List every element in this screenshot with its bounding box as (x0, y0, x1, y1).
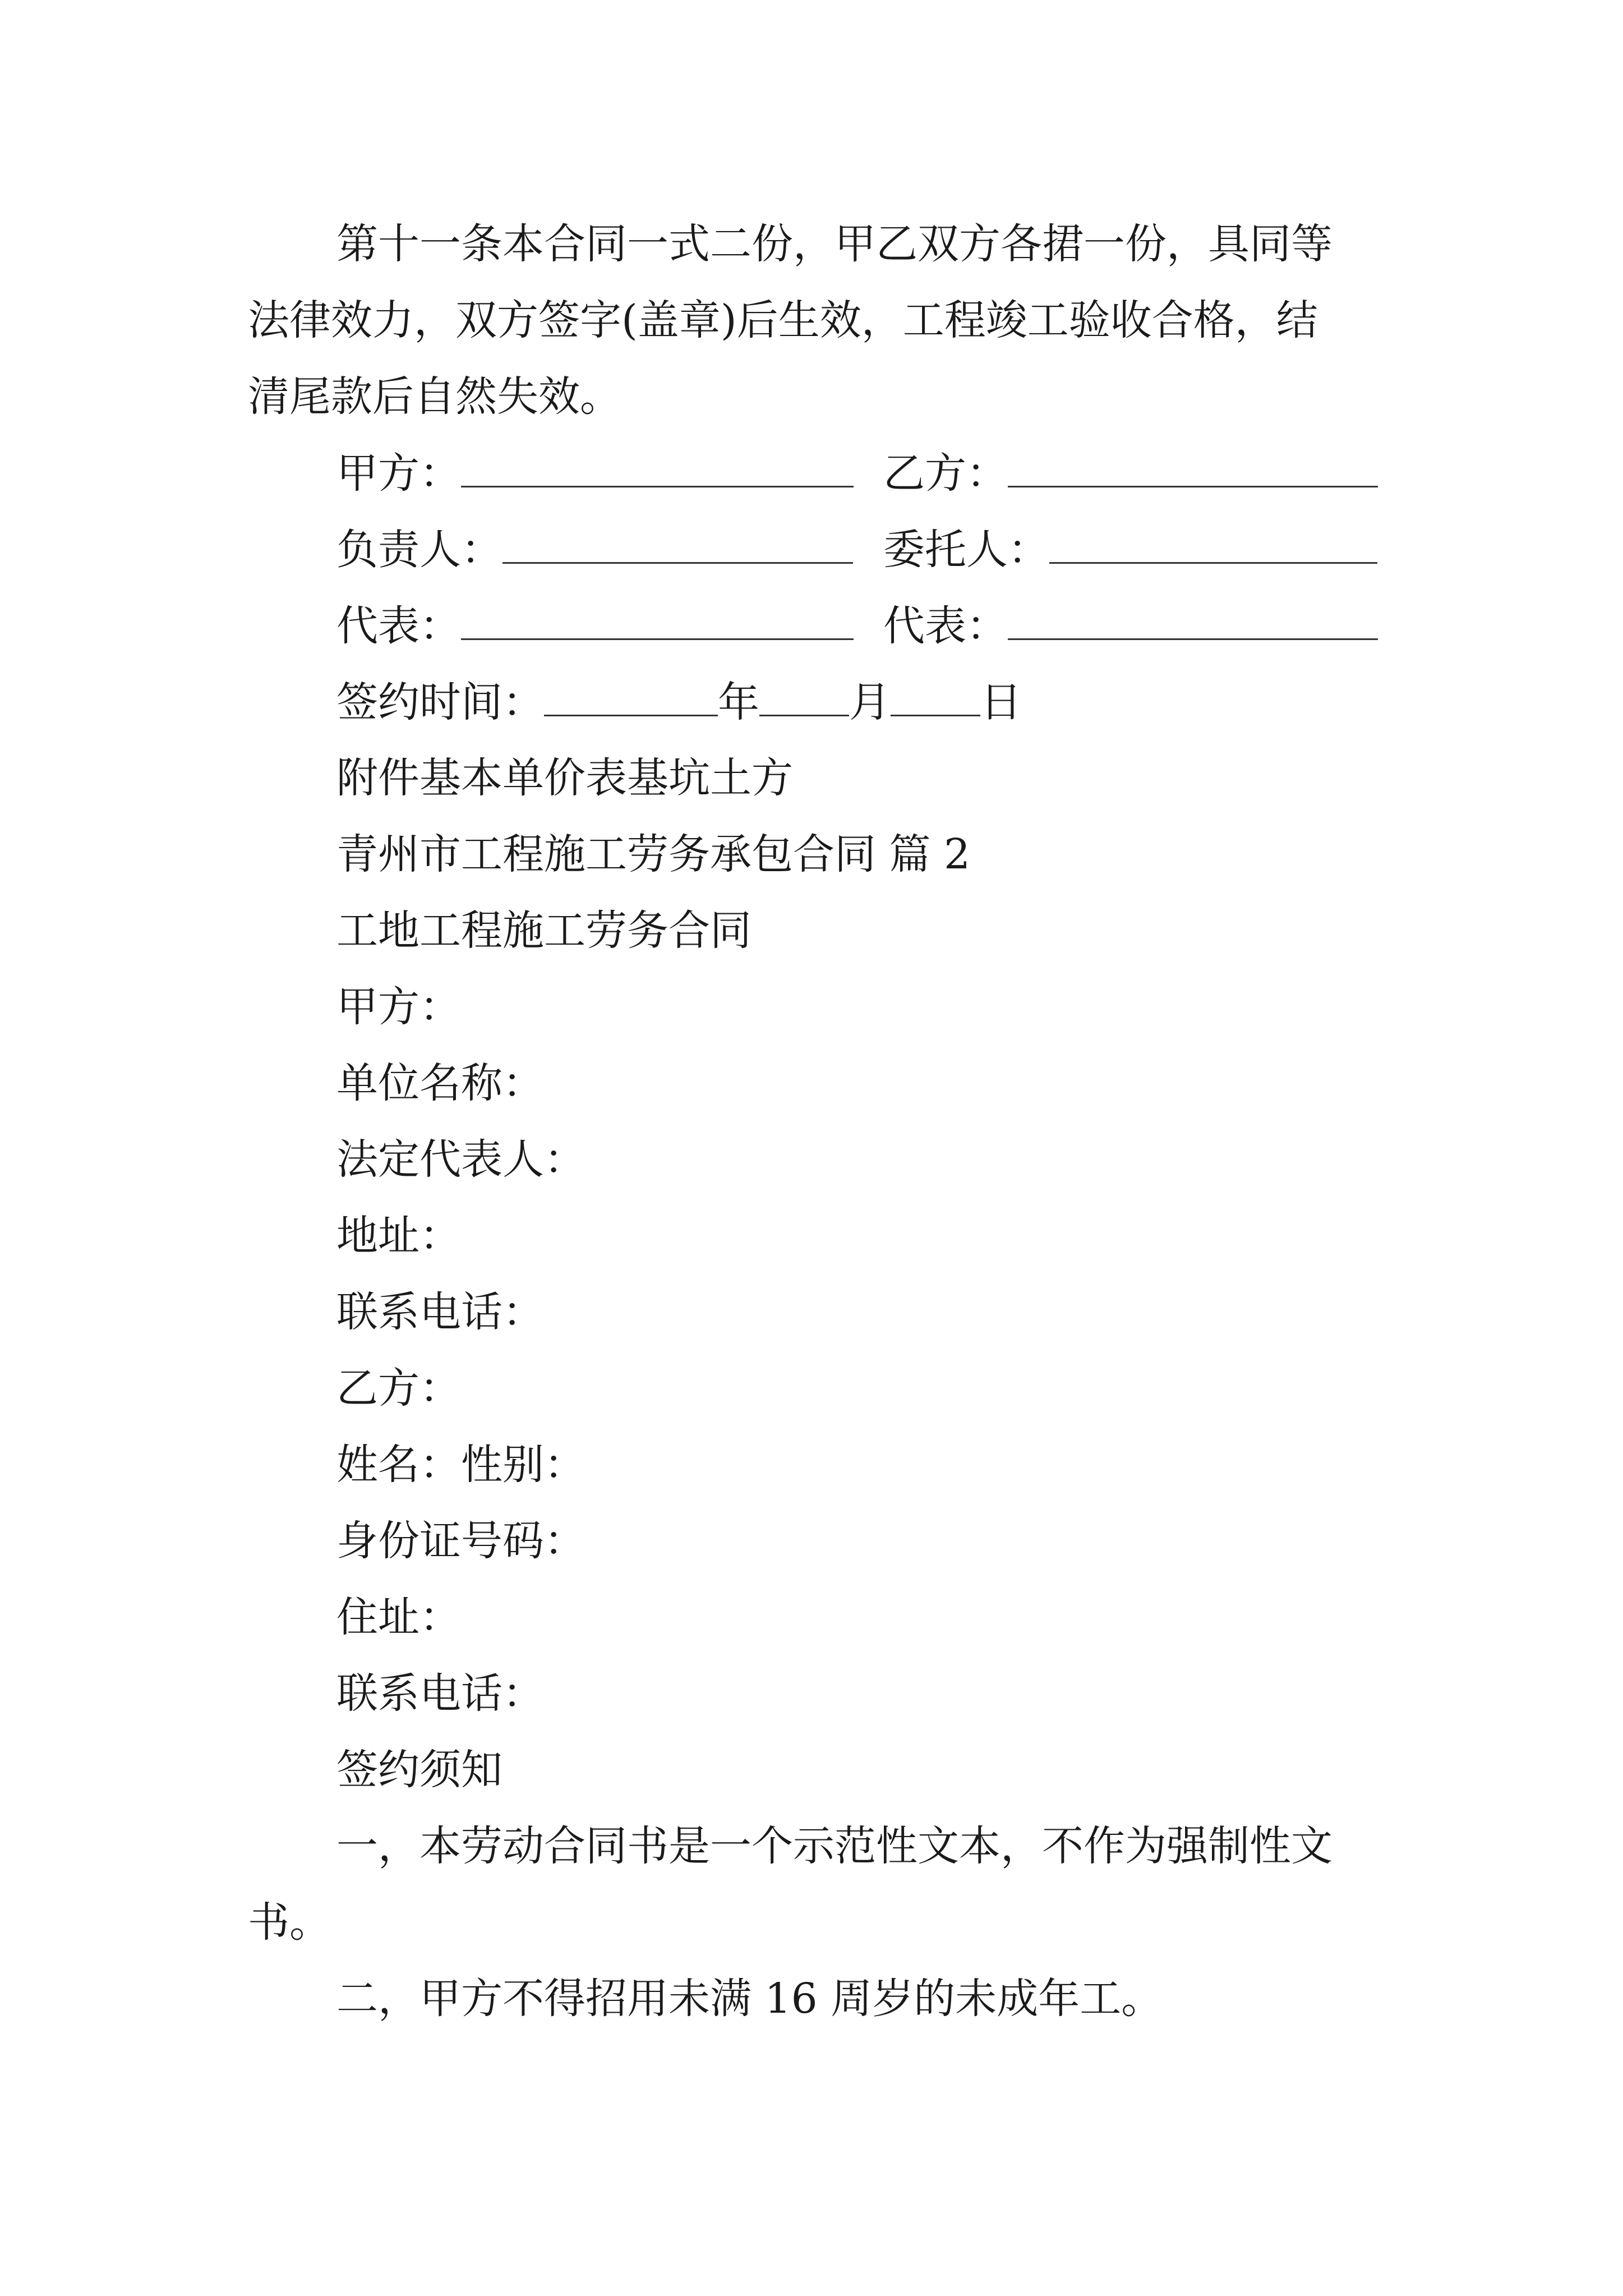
notice-heading: 签约须知 (336, 1746, 502, 1794)
notice-item-1-line-2: 书。 (248, 1898, 331, 1947)
contract-title: 工地工程施工劳务合同 (336, 907, 751, 955)
entrusted-label: 委托人： (883, 526, 1049, 574)
address-field: 地址： (336, 1212, 461, 1260)
party-b-blank[interactable] (1008, 452, 1378, 487)
id-number-field: 身份证号码： (336, 1517, 585, 1565)
year-label: 年 (718, 678, 759, 726)
signature-row-rep-a (336, 602, 854, 650)
signature-row-party-b (883, 449, 1378, 498)
signature-row-rep-b (883, 602, 1378, 650)
section-2-title: 青州市工程施工劳务承包合同 篇 2 (336, 830, 971, 878)
clause-11-line-1: 第十一条本合同一式二份，甲乙双方各捃一份，具同等 (336, 220, 1332, 268)
rep-a-label: 代表： (336, 602, 461, 650)
clause-11-line-3: 清尾款后自然失效。 (248, 372, 621, 421)
attachment-line: 附件基本单价表基坑土方 (336, 754, 793, 802)
name-gender-field: 姓名：性别： (336, 1441, 585, 1489)
day-label: 日 (980, 678, 1022, 726)
party-b-label: 乙方： (883, 449, 1008, 498)
residence-field: 住址： (336, 1593, 461, 1641)
entrusted-blank[interactable] (1049, 528, 1377, 564)
month-blank[interactable] (759, 681, 849, 716)
signature-row-responsible (336, 526, 853, 574)
clause-11-line-2: 法律效力，双方签字(盖章)后生效，工程竣工验收合格，结 (248, 296, 1318, 344)
legal-rep-field: 法定代表人： (336, 1135, 585, 1184)
party-b-heading: 乙方： (336, 1364, 461, 1412)
rep-a-blank[interactable] (461, 605, 854, 640)
party-a-blank[interactable] (461, 452, 854, 487)
notice-item-2: 二，甲方不得招用未满 16 周岁的未成年工。 (336, 1975, 1163, 2023)
day-blank[interactable] (891, 681, 980, 716)
signing-date-row (336, 678, 1022, 726)
year-blank[interactable] (544, 681, 718, 716)
rep-b-blank[interactable] (1008, 605, 1378, 640)
signature-row-party (336, 449, 854, 498)
responsible-label: 负责人： (336, 526, 502, 574)
party-a-label: 甲方： (336, 449, 461, 498)
rep-b-label: 代表： (883, 602, 1008, 650)
responsible-blank[interactable] (502, 528, 853, 564)
signature-row-entrusted (883, 526, 1377, 574)
signing-date-label: 签约时间： (336, 678, 544, 726)
party-b-phone-field: 联系电话： (336, 1669, 544, 1718)
unit-name-field: 单位名称： (336, 1059, 544, 1107)
party-a-phone-field: 联系电话： (336, 1288, 544, 1336)
month-label: 月 (849, 678, 891, 726)
notice-item-1-line-1: 一，本劳动合同书是一个示范性文本，不作为强制性文 (336, 1822, 1332, 1870)
party-a-heading: 甲方： (336, 983, 461, 1031)
